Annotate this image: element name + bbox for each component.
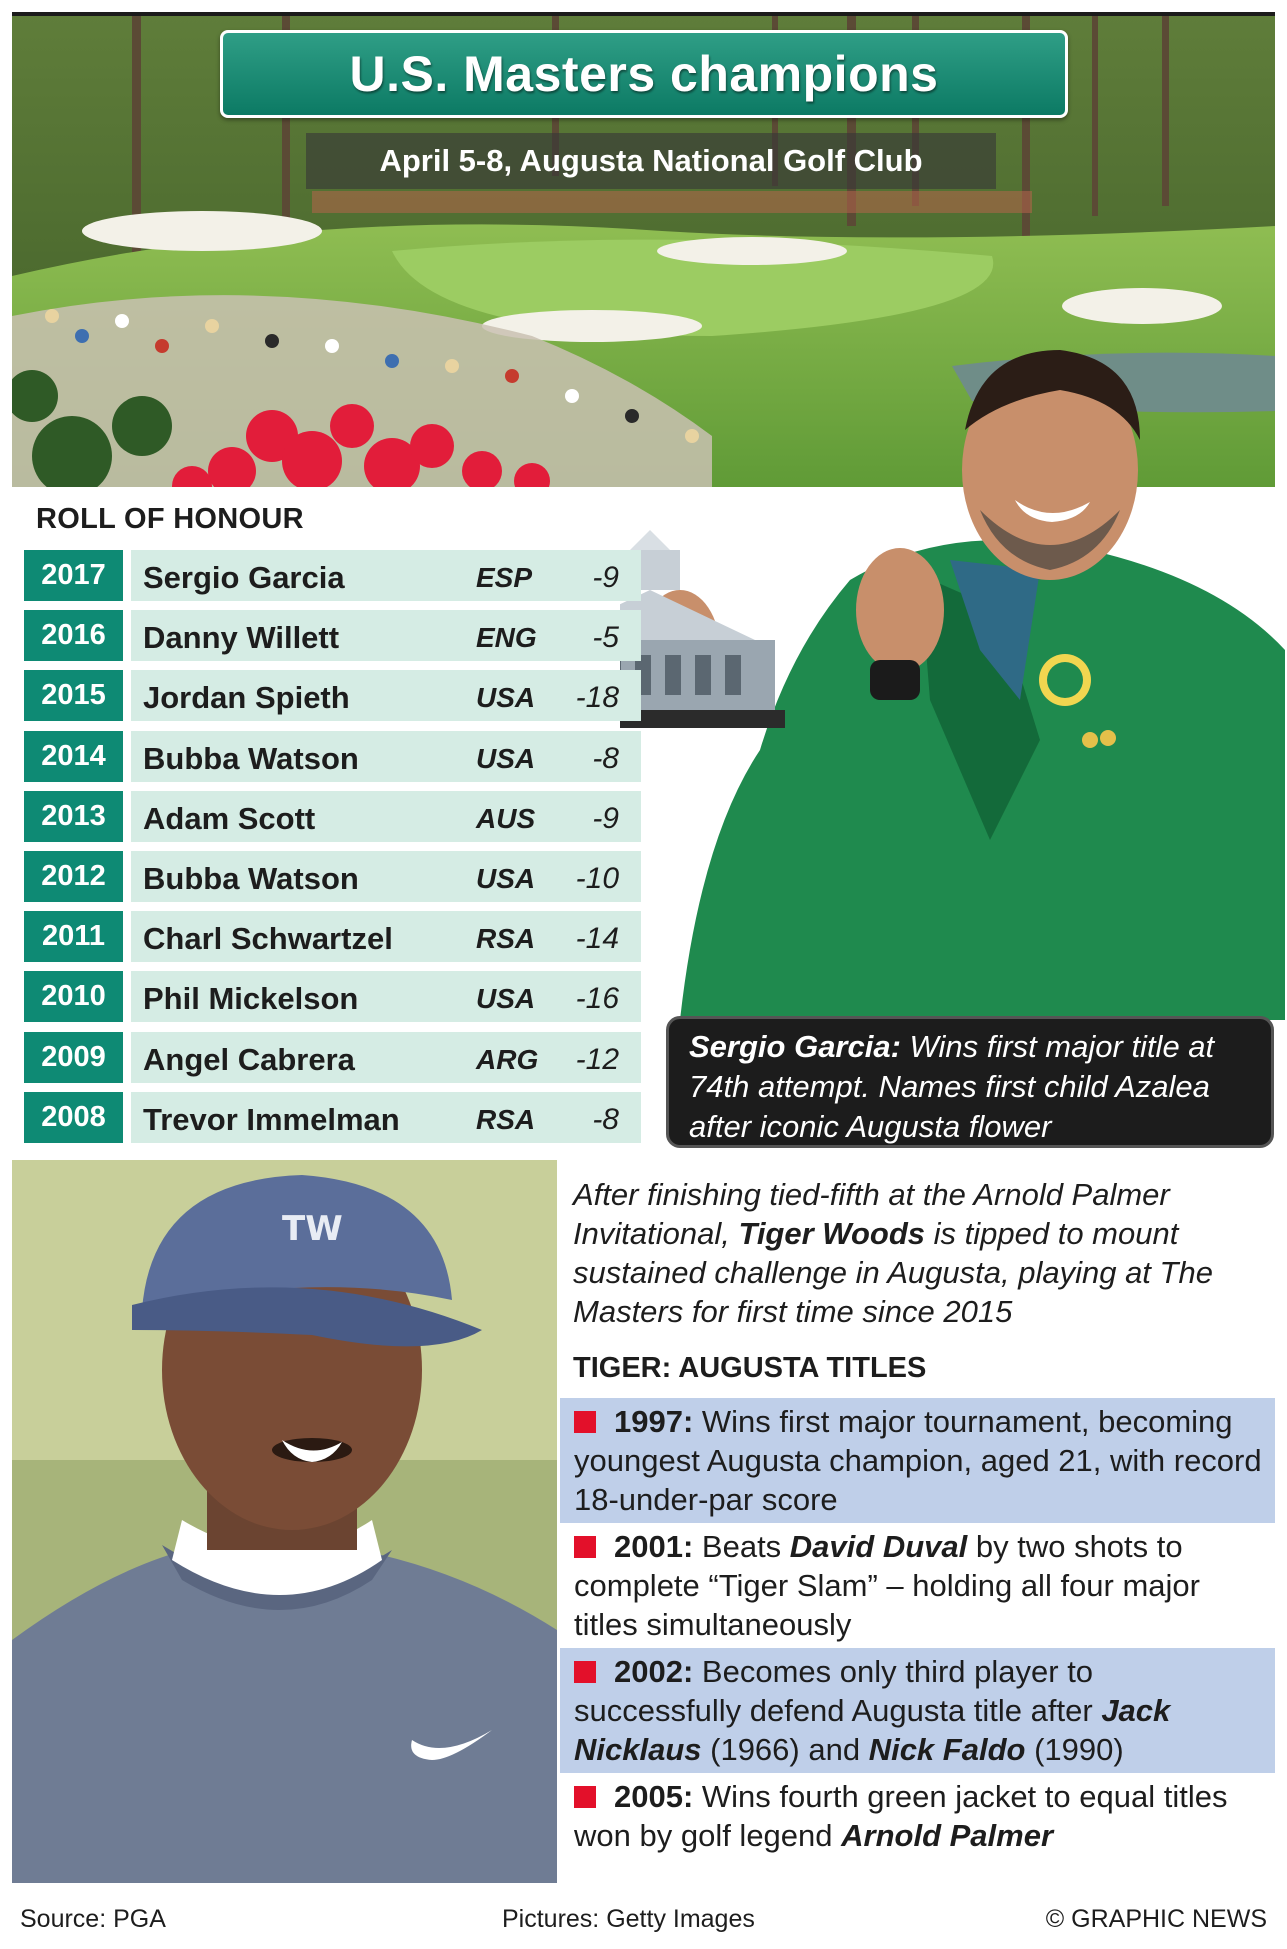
- caption-name: Sergio Garcia:: [689, 1029, 901, 1064]
- list-item: [560, 1398, 1275, 1523]
- pictures-credit: Pictures: Getty Images: [502, 1905, 755, 1933]
- row-name: Trevor Immelman: [143, 1101, 400, 1137]
- garcia-caption: [666, 1016, 1274, 1148]
- tiger-woods-photo: [12, 1160, 557, 1883]
- row-score: -12: [575, 1042, 619, 1076]
- title-text: Wins fourth green jacket to equal titles won by golf legend: [574, 1779, 1228, 1853]
- red-square-icon: [574, 1786, 596, 1808]
- row-year: 2008: [24, 1092, 123, 1143]
- row-body: [131, 911, 641, 962]
- title-player: Arnold Palmer: [841, 1818, 1054, 1853]
- title-player: Nick Faldo: [868, 1732, 1026, 1767]
- row-year: 2017: [24, 550, 123, 601]
- row-score: -18: [575, 681, 619, 715]
- row-name: Bubba Watson: [143, 740, 359, 776]
- row-body: [131, 1032, 641, 1083]
- page-title: U.S. Masters champions: [349, 46, 939, 102]
- row-score: -14: [575, 922, 619, 956]
- row-country: USA: [476, 742, 536, 774]
- event-subtitle: April 5-8, Augusta National Golf Club: [379, 143, 923, 178]
- title-text: (1990): [1025, 1732, 1124, 1767]
- row-name: Phil Mickelson: [143, 981, 359, 1017]
- list-item: [560, 1773, 1275, 1859]
- row-year: 2012: [24, 851, 123, 902]
- row-name: Adam Scott: [143, 800, 316, 836]
- table-row: [24, 1092, 641, 1143]
- row-year: 2010: [24, 971, 123, 1022]
- garcia-illustration: [620, 320, 1285, 1020]
- row-country: ENG: [476, 622, 537, 654]
- red-square-icon: [574, 1411, 596, 1433]
- row-country: USA: [476, 862, 536, 894]
- table-row: [24, 731, 641, 782]
- title-player: David Duval: [789, 1529, 968, 1564]
- row-year: 2015: [24, 670, 123, 721]
- row-country: RSA: [476, 1103, 536, 1135]
- row-score: -8: [592, 741, 619, 775]
- row-score: -8: [592, 1102, 619, 1136]
- row-name: Angel Cabrera: [143, 1041, 355, 1077]
- title-year: 2002:: [614, 1654, 694, 1689]
- row-body: [131, 731, 641, 782]
- row-score: -5: [592, 621, 619, 655]
- row-country: AUS: [476, 802, 536, 834]
- row-country: ESP: [476, 562, 533, 593]
- table-row: [24, 550, 641, 601]
- intro-tiger-name: Tiger Woods: [738, 1216, 926, 1251]
- intro-text-2: is tipped to mount sustained challenge in Augusta, playing at The Masters for first time since 2015: [573, 1216, 1213, 1329]
- row-body: [131, 971, 641, 1022]
- title-year: 2005:: [614, 1779, 694, 1814]
- row-body: [131, 791, 641, 842]
- row-country: ARG: [476, 1043, 539, 1075]
- table-row: [24, 670, 641, 721]
- cap-logo: TW: [282, 1209, 343, 1249]
- row-name: Bubba Watson: [143, 860, 359, 896]
- title-player: Jack Nicklaus: [574, 1693, 1171, 1767]
- title-text: Wins first major tournament, becoming youngest Augusta champion, aged 21, with record 18-under-par score: [574, 1404, 1262, 1517]
- row-body: [131, 851, 641, 902]
- list-item: [560, 1523, 1275, 1648]
- table-row: [24, 851, 641, 902]
- table-row: [24, 610, 641, 661]
- title-text: (1966) and: [701, 1732, 869, 1767]
- table-row: [24, 971, 641, 1022]
- headline-banner: [220, 30, 1068, 118]
- row-country: USA: [476, 682, 536, 714]
- row-body: [131, 550, 641, 601]
- row-year: 2014: [24, 731, 123, 782]
- row-country: USA: [476, 983, 536, 1015]
- row-score: -16: [575, 982, 619, 1016]
- footer: [0, 1890, 1287, 1949]
- subtitle-banner: [306, 133, 996, 189]
- row-year: 2009: [24, 1032, 123, 1083]
- tiger-woods-illustration: [12, 1160, 557, 1883]
- row-score: -9: [592, 561, 619, 594]
- row-body: [131, 1092, 641, 1143]
- row-year: 2013: [24, 791, 123, 842]
- row-score: -9: [592, 801, 619, 835]
- row-name: Jordan Spieth: [143, 680, 350, 716]
- roll-of-honour-heading: ROLL OF HONOUR: [36, 503, 304, 535]
- row-body: [131, 670, 641, 721]
- caption-text: Wins first major title at 74th attempt. Names first child Azalea after iconic Augusta flower: [689, 1029, 1215, 1144]
- table-row: [24, 1032, 641, 1083]
- title-year: 1997:: [614, 1404, 694, 1439]
- augusta-titles-heading: TIGER: AUGUSTA TITLES: [573, 1352, 927, 1384]
- row-body: [131, 610, 641, 661]
- row-country: RSA: [476, 923, 536, 955]
- augusta-titles-list: [560, 1398, 1275, 1859]
- row-name: Charl Schwartzel: [143, 921, 393, 957]
- red-square-icon: [574, 1661, 596, 1683]
- row-name: Danny Willett: [143, 620, 340, 656]
- title-text: Becomes only third player to successfully defend Augusta title after: [574, 1654, 1102, 1728]
- row-score: -10: [575, 861, 619, 895]
- title-text: by two shots to complete “Tiger Slam” – holding all four major titles simultaneously: [574, 1529, 1200, 1642]
- source-credit: Source: PGA: [20, 1905, 166, 1933]
- title-text: Beats: [693, 1529, 790, 1564]
- copyright-credit: © GRAPHIC NEWS: [1045, 1905, 1267, 1933]
- intro-text-1: After finishing tied-fifth at the Arnold Palmer Invitational,: [573, 1177, 1170, 1251]
- table-row: [24, 911, 641, 962]
- roll-of-honour-table: [24, 550, 641, 1152]
- red-square-icon: [574, 1536, 596, 1558]
- tiger-intro: [573, 1175, 1273, 1331]
- list-item: [560, 1648, 1275, 1773]
- title-year: 2001:: [614, 1529, 694, 1564]
- row-year: 2011: [24, 911, 123, 962]
- garcia-photo: [620, 320, 1285, 1020]
- table-row: [24, 791, 641, 842]
- row-year: 2016: [24, 610, 123, 661]
- row-name: Sergio Garcia: [143, 560, 345, 595]
